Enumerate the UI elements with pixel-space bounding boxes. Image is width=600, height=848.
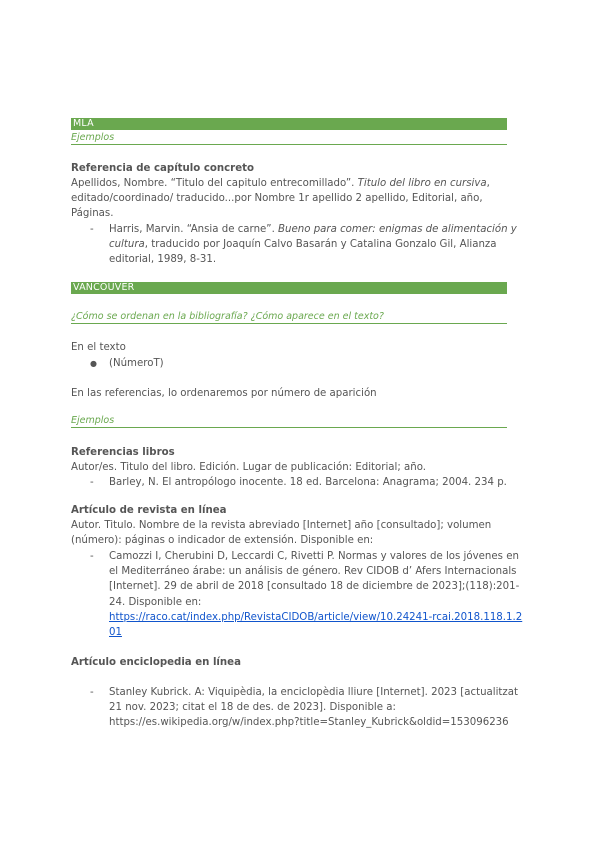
revista-format: Autor. Titulo. Nombre de la revista abreviado [Internet] año [consultado]; volumen (número): páginas o indicador de extensión. Disponible en:: [71, 520, 492, 547]
revista-example-text: Camozzi I, Cherubini D, Leccardi C, Rivetti P. Normas y valores de los jóvenes en el Mediterráneo árabe: un análisis de género. Rev CIDOB d’ Afers Internacionals [Internet]. 29 de abril de 2018 [consultado 18 de diciembre de 2023];(118):201-24. Disponible en: https://raco.cat/index.php/RevistaCIDOB/article/view/10.24241-rcai.2018.118.1.201: [109, 551, 523, 639]
mla-chapter-format: Apellidos, Nombre. “Titulo del capitulo entrecomillado”. Titulo del libro en cursiva, editado/coordinado/ traducido...por Nombre 1r apellido 2 apellido, Editorial, año, Páginas.: [71, 178, 490, 220]
bullet-icon: ●: [90, 359, 97, 368]
enciclopedia-heading: Artículo enciclopedia en línea: [71, 657, 241, 668]
dash-marker: -: [90, 477, 94, 488]
bullet-text: (NúmeroT): [109, 358, 164, 369]
mla-ejemplos-heading: Ejemplos: [71, 132, 507, 145]
mla-section-header: MLA: [71, 118, 507, 130]
libros-format: Autor/es. Titulo del libro. Edición. Lugar de publicación: Editorial; año.: [71, 462, 427, 473]
libros-heading: Referencias libros: [71, 447, 175, 458]
enciclopedia-example-text: Stanley Kubrick. A: Viquipèdia, la enciclopèdia lliure [Internet]. 2023 [actualitzat 21 nov. 2023; citat el 18 de des. de 2023]. Disponible a: https://es.wikipedia.org/w/index.php?title=Stanley_Kubrick&oldid=153096236: [109, 687, 519, 729]
revista-link[interactable]: https://raco.cat/index.php/RevistaCIDOB/article/view/10.24241-rcai.2018.118.1.201: [109, 611, 523, 639]
dash-marker: -: [90, 687, 94, 698]
mla-example-text: Harris, Marvin. “Ansia de carne”. Bueno para comer: enigmas de alimentación y cultura, traducido por Joaquín Calvo Basarán y Catalina Gonzalo Gil, Alianza editorial, 1989, 8-31.: [109, 224, 517, 266]
vancouver-question-heading: ¿Cómo se ordenan en la bibliografía? ¿Cómo aparece en el texto?: [71, 311, 507, 324]
mla-chapter-heading: Referencia de capítulo concreto: [71, 163, 254, 174]
dash-marker: -: [90, 551, 94, 562]
dash-marker: -: [90, 224, 94, 235]
vancouver-ejemplos-heading: Ejemplos: [71, 415, 507, 428]
orden-text: En las referencias, lo ordenaremos por número de aparición: [71, 388, 377, 399]
en-el-texto-label: En el texto: [71, 342, 126, 353]
vancouver-section-header: VANCOUVER: [71, 282, 507, 294]
libros-example-text: Barley, N. El antropólogo inocente. 18 ed. Barcelona: Anagrama; 2004. 234 p.: [109, 477, 507, 488]
revista-heading: Artículo de revista en línea: [71, 505, 227, 516]
